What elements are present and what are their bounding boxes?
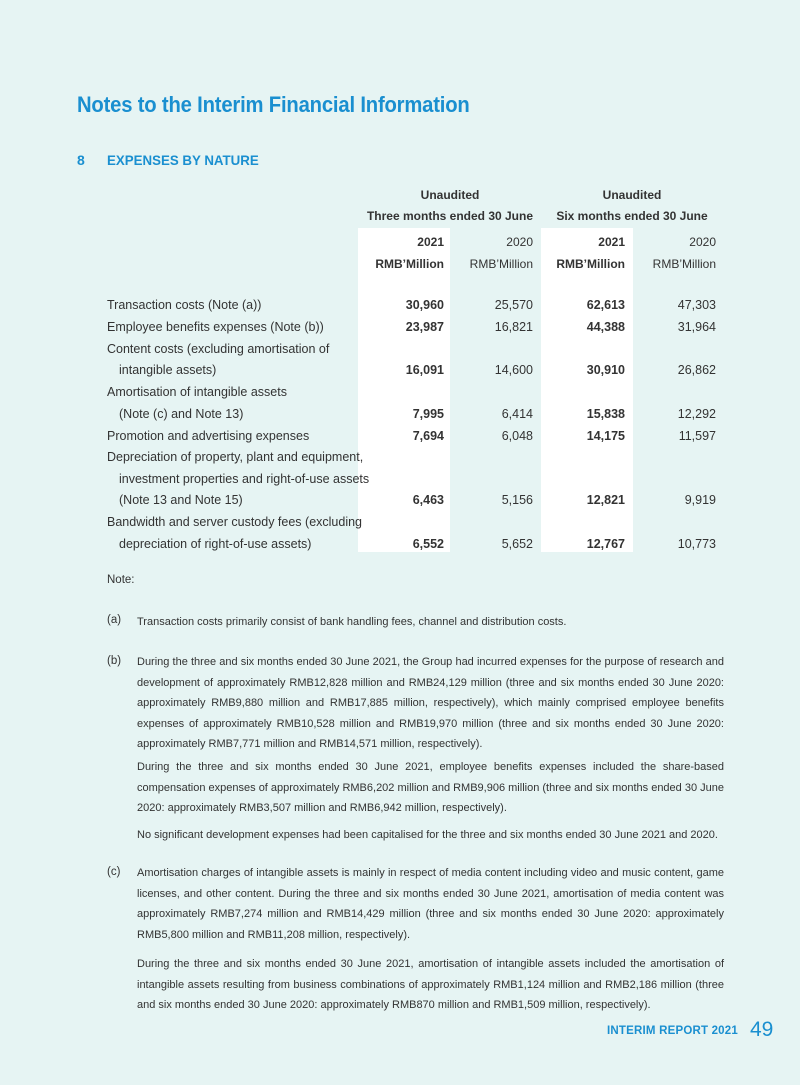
row-label: Depreciation of property, plant and equipment,	[107, 450, 364, 464]
table-cell: 6,048	[501, 429, 533, 443]
note-c-paragraph-2: During the three and six months ended 30 June 2021, amortisation of intangible assets included the amortisation of intangible assets resulting from business combinations of approximately RMB1,124 million and RMB2,186 million (three and six months ended 30 June 2020: approximately RMB870 million and RMB1,509 million, respectively).	[137, 958, 724, 1011]
row-label: Amortisation of intangible assets	[107, 385, 287, 399]
note-a-paragraph: Transaction costs primarily consist of bank handling fees, channel and distribution costs.	[137, 616, 567, 628]
table-cell: 16,091	[405, 363, 444, 377]
column-unit: RMB’Million	[652, 257, 716, 271]
table-cell: 47,303	[677, 298, 716, 312]
column-unit: RMB’Million	[375, 257, 444, 271]
table-cell: 9,919	[684, 493, 716, 507]
row-label: Bandwidth and server custody fees (excluding	[107, 515, 363, 529]
table-cell: 44,388	[586, 320, 625, 334]
column-unit: RMB’Million	[469, 257, 533, 271]
table-cell: 25,570	[494, 298, 533, 312]
table-cell: 6,414	[501, 407, 533, 421]
table-cell: 16,821	[494, 320, 533, 334]
column-year: 2021	[598, 235, 625, 249]
note-b-paragraph-3: No significant development expenses had been capitalised for the three and six months ended 30 June 2021 and 2020.	[137, 829, 718, 841]
table-cell: 12,767	[586, 537, 625, 551]
table-cell: 5,156	[501, 493, 533, 507]
note-c-paragraph-1: Amortisation charges of intangible assets is mainly in respect of media content including video and music content, game licenses, and other content. During the three and six months ended 30 June 2021, amortisation of media content was approximately RMB7,274 million and RMB14,429 million (three and six months ended 30 June 2020: approximately RMB5,800 million and RMB11,208 million, respectively).	[137, 867, 724, 941]
table-cell: 10,773	[677, 537, 716, 551]
row-label-continued: (Note (c) and Note 13)	[119, 407, 244, 421]
row-label: Promotion and advertising expenses	[107, 429, 310, 443]
table-cell: 62,613	[586, 298, 625, 312]
row-label-continued: investment properties and right-of-use assets	[119, 472, 370, 486]
footer-report-label: INTERIM REPORT 2021	[607, 1025, 738, 1037]
column-year: 2020	[506, 235, 533, 249]
note-letter-c: (c)	[107, 866, 121, 878]
group-period-three-months: Three months ended 30 June	[366, 209, 534, 223]
group-status-three-months: Unaudited	[420, 188, 480, 202]
table-cell: 15,838	[586, 407, 625, 421]
table-cell: 6,463	[412, 493, 444, 507]
column-year: 2020	[689, 235, 716, 249]
column-unit: RMB’Million	[556, 257, 625, 271]
table-cell: 12,292	[677, 407, 716, 421]
table-cell: 23,987	[405, 320, 444, 334]
group-period-six-months: Six months ended 30 June	[556, 209, 708, 223]
row-label: Employee benefits expenses (Note (b))	[107, 320, 324, 334]
table-cell: 11,597	[678, 429, 716, 443]
note-letter-b: (b)	[107, 655, 122, 667]
row-label: Transaction costs (Note (a))	[107, 298, 262, 312]
page-number: 49	[750, 1018, 774, 1041]
table-cell: 5,652	[501, 537, 533, 551]
row-label: Content costs (excluding amortisation of	[107, 342, 330, 356]
row-label-continued: depreciation of right-of-use assets)	[119, 537, 312, 551]
table-cell: 7,995	[412, 407, 444, 421]
table-cell: 30,960	[405, 298, 444, 312]
note-letter-a: (a)	[107, 614, 122, 626]
group-status-six-months: Unaudited	[602, 188, 662, 202]
table-cell: 6,552	[412, 537, 444, 551]
note-b-paragraph-2: During the three and six months ended 30 June 2021, employee benefits expenses included the share-based compensation expenses of approximately RMB6,202 million and RMB9,906 million (three and six months ended 30 June 2020: approximately RMB3,507 million and RMB6,942 million, respectively).	[137, 761, 724, 814]
row-label-continued: intangible assets)	[119, 363, 217, 377]
notes-heading: Note:	[107, 574, 135, 586]
table-cell: 14,175	[586, 429, 625, 443]
table-cell: 30,910	[586, 363, 625, 377]
table-cell: 14,600	[494, 363, 533, 377]
table-cell: 7,694	[412, 429, 444, 443]
section-title: EXPENSES BY NATURE	[107, 152, 259, 168]
table-cell: 12,821	[586, 493, 625, 507]
table-cell: 26,862	[677, 363, 716, 377]
note-b-paragraph-1: During the three and six months ended 30 June 2021, the Group had incurred expenses for the purpose of research and development of approximately RMB12,828 million and RMB24,129 million (three and six months ended 30 June 2020: approximately RMB9,880 million and RMB17,885 million, respectively), which mainly comprised employee benefits expenses of approximately RMB10,528 million and RMB19,970 million (three and six months ended 30 June 2020: approximately RMB7,771 million and RMB14,571 million, respectively).	[137, 656, 724, 750]
section-number: 8	[77, 152, 85, 168]
row-label-continued: (Note 13 and Note 15)	[119, 493, 243, 507]
page-title: Notes to the Interim Financial Information	[77, 92, 470, 117]
table-cell: 31,964	[677, 320, 716, 334]
column-year: 2021	[417, 235, 444, 249]
